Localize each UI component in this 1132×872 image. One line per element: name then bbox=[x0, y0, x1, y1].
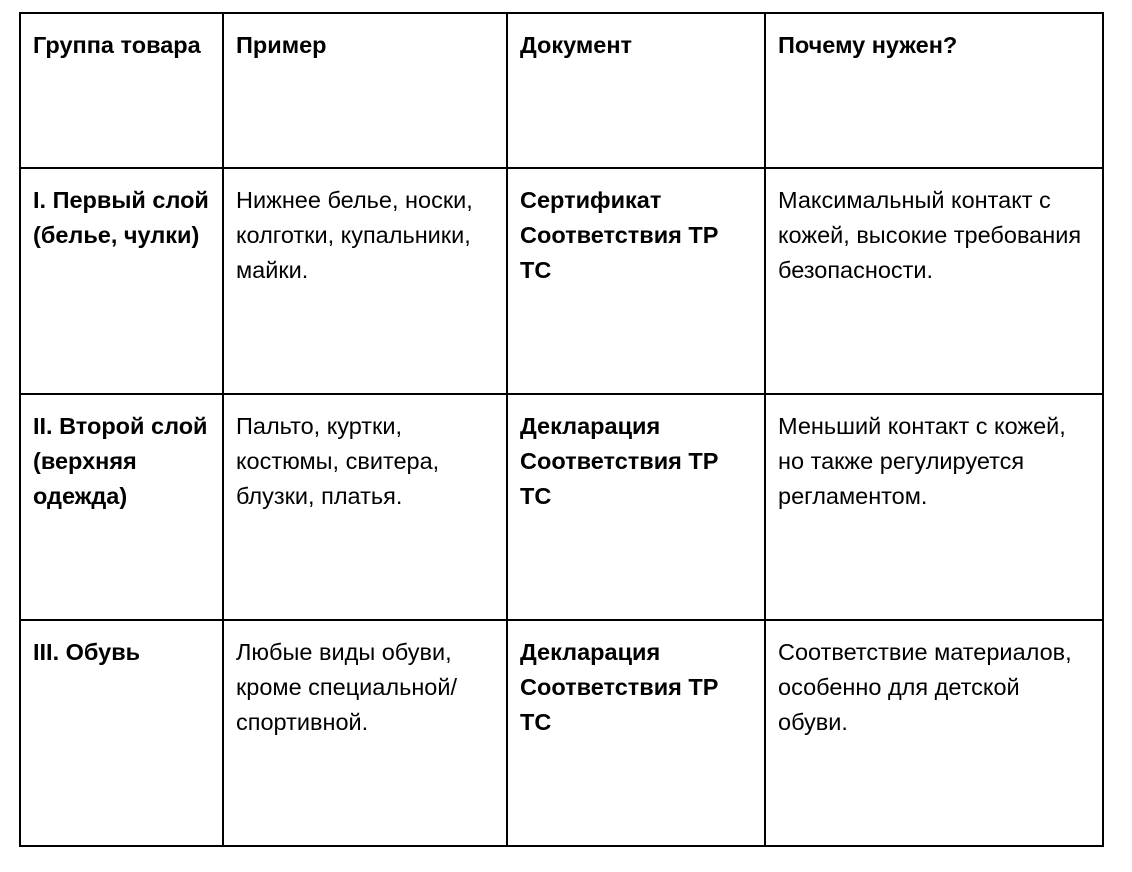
table-header-row bbox=[20, 13, 1103, 168]
table-row bbox=[20, 394, 1103, 620]
cell-group bbox=[20, 620, 223, 846]
cell-example bbox=[223, 168, 507, 394]
header-cell-example bbox=[223, 13, 507, 168]
header-document-text: Документ bbox=[520, 32, 633, 58]
group-text: II. Второй слой (верхняя одежда) bbox=[33, 413, 208, 509]
header-cell-reason bbox=[765, 13, 1103, 168]
example-text: Любые виды обуви, кроме специальной/спортивной. bbox=[236, 639, 458, 735]
cell-reason bbox=[765, 394, 1103, 620]
header-example-text: Пример bbox=[236, 32, 327, 58]
reason-text: Максимальный контакт с кожей, высокие требования безопасности. bbox=[778, 187, 1082, 283]
product-document-table bbox=[19, 12, 1104, 847]
reason-text: Меньший контакт с кожей, но также регулируется регламентом. bbox=[778, 413, 1066, 509]
cell-reason bbox=[765, 168, 1103, 394]
cell-reason bbox=[765, 620, 1103, 846]
cell-document bbox=[507, 620, 765, 846]
table-row bbox=[20, 168, 1103, 394]
header-cell-group bbox=[20, 13, 223, 168]
cell-group bbox=[20, 168, 223, 394]
cell-document bbox=[507, 394, 765, 620]
cell-group bbox=[20, 394, 223, 620]
reason-text: Соответствие материалов, особенно для детской обуви. bbox=[778, 639, 1072, 735]
table-row bbox=[20, 620, 1103, 846]
cell-document bbox=[507, 168, 765, 394]
cell-example bbox=[223, 394, 507, 620]
document-text: Декларация Соответствия ТР ТС bbox=[520, 413, 719, 509]
cell-example bbox=[223, 620, 507, 846]
group-text: III. Обувь bbox=[33, 639, 141, 665]
example-text: Нижнее белье, носки, колготки, купальники, майки. bbox=[236, 187, 473, 283]
header-reason-text: Почему нужен? bbox=[778, 32, 958, 58]
header-cell-document bbox=[507, 13, 765, 168]
document-text: Декларация Соответствия ТР ТС bbox=[520, 639, 719, 735]
example-text: Пальто, куртки, костюмы, свитера, блузки, платья. bbox=[236, 413, 440, 509]
product-document-table-container bbox=[19, 12, 1104, 847]
document-text: Сертификат Соответствия ТР ТС bbox=[520, 187, 719, 283]
group-text: I. Первый слой (белье, чулки) bbox=[33, 187, 209, 248]
header-group-text: Группа товара bbox=[33, 32, 201, 58]
